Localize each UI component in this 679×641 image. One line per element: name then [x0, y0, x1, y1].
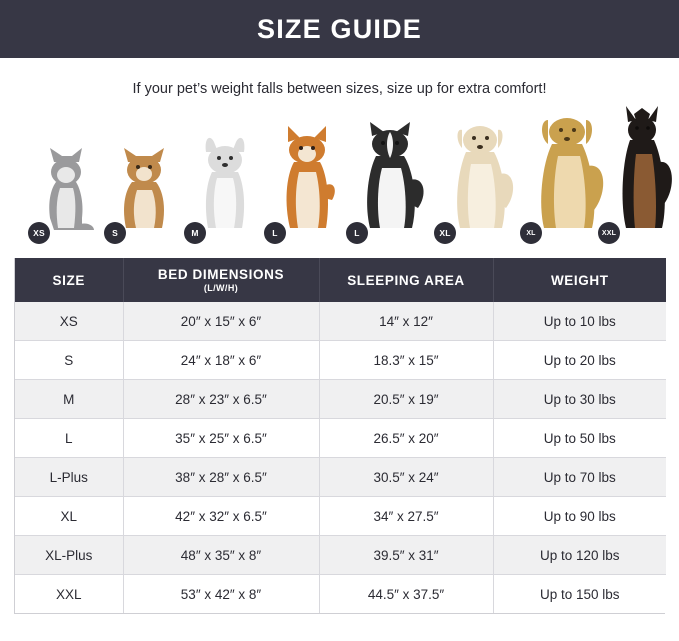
shiba-inu-silhouette-icon: [272, 124, 342, 232]
cell-dimensions: 20″ x 15″ x 6″: [123, 302, 319, 341]
pet-xs: [28, 124, 98, 244]
cell-dimensions: 35″ x 25″ x 6.5″: [123, 419, 319, 458]
table-row: [15, 341, 666, 380]
cell-dimensions: 42″ x 32″ x 6.5″: [123, 497, 319, 536]
cell-weight: Up to 50 lbs: [493, 419, 666, 458]
pet-badge-m: M: [184, 222, 206, 244]
cell-size: L: [15, 419, 123, 458]
table-header-row: [15, 258, 666, 302]
cell-size: XS: [15, 302, 123, 341]
table-row: [15, 575, 666, 614]
cell-dimensions: 38″ x 28″ x 6.5″: [123, 458, 319, 497]
cell-weight: Up to 20 lbs: [493, 341, 666, 380]
cat-silhouette-icon: [36, 144, 98, 232]
table-row: [15, 302, 666, 341]
subtitle-text: If your pet’s weight falls between sizes, size up for extra comfort!: [132, 81, 547, 97]
pet-xxl: [598, 114, 678, 244]
pet-badge-xxl: XXL: [598, 222, 620, 244]
cell-dimensions: 48″ x 35″ x 8″: [123, 536, 319, 575]
pet-l-plus: [346, 120, 432, 244]
pet-l: [264, 124, 342, 244]
pet-s: [104, 124, 176, 244]
column-header-sleeping-area-label: SLEEPING AREA: [347, 272, 465, 288]
cell-size: XXL: [15, 575, 123, 614]
doberman-silhouette-icon: [608, 106, 679, 232]
column-header-bed-dimensions-sub: (L/W/H): [203, 283, 239, 293]
cell-sleeping-area: 44.5″ x 37.5″: [319, 575, 493, 614]
cell-size: S: [15, 341, 123, 380]
table-row: [15, 419, 666, 458]
pet-badge-l: L: [264, 222, 286, 244]
cell-dimensions: 24″ x 18″ x 6″: [123, 341, 319, 380]
cell-size: XL-Plus: [15, 536, 123, 575]
border-collie-silhouette-icon: [354, 120, 432, 232]
table-row: [15, 380, 666, 419]
cell-weight: Up to 90 lbs: [493, 497, 666, 536]
cell-weight: Up to 30 lbs: [493, 380, 666, 419]
pet-badge-xl: XL: [434, 222, 456, 244]
table-row: [15, 458, 666, 497]
column-header-weight-label: WEIGHT: [550, 272, 609, 288]
column-header-weight: [493, 258, 666, 302]
pet-m: [184, 124, 256, 244]
table-row: [15, 497, 666, 536]
column-header-size: [15, 258, 123, 302]
size-table-container: [14, 258, 665, 614]
pomeranian-silhouette-icon: [112, 140, 176, 232]
cell-sleeping-area: 34″ x 27.5″: [319, 497, 493, 536]
pet-xl: [434, 120, 520, 244]
labrador-silhouette-icon: [442, 116, 520, 232]
header-banner: [0, 0, 679, 58]
pet-badge-l-2: L: [346, 222, 368, 244]
table-row: [15, 536, 666, 575]
french-bulldog-silhouette-icon: [192, 132, 258, 232]
cell-sleeping-area: 20.5″ x 19″: [319, 380, 493, 419]
cell-size: XL: [15, 497, 123, 536]
cell-size: M: [15, 380, 123, 419]
cell-weight: Up to 10 lbs: [493, 302, 666, 341]
page-title: SIZE GUIDE: [256, 13, 423, 44]
cell-sleeping-area: 14″ x 12″: [319, 302, 493, 341]
cell-weight: Up to 70 lbs: [493, 458, 666, 497]
pet-badge-xs: XS: [28, 222, 50, 244]
pet-silhouette-row: [14, 109, 665, 244]
column-header-size-label: SIZE: [52, 272, 85, 288]
cell-dimensions: 28″ x 23″ x 6.5″: [123, 380, 319, 419]
size-table: [15, 258, 666, 613]
cell-sleeping-area: 18.3″ x 15″: [319, 341, 493, 380]
pet-badge-s: S: [104, 222, 126, 244]
pet-badge-xl-2: XL: [520, 222, 542, 244]
cell-size: L-Plus: [15, 458, 123, 497]
pet-xl-plus: [520, 116, 610, 244]
cell-weight: Up to 150 lbs: [493, 575, 666, 614]
column-header-sleeping-area: [319, 258, 493, 302]
cell-weight: Up to 120 lbs: [493, 536, 666, 575]
cell-sleeping-area: 26.5″ x 20″: [319, 419, 493, 458]
cell-sleeping-area: 30.5″ x 24″: [319, 458, 493, 497]
cell-sleeping-area: 39.5″ x 31″: [319, 536, 493, 575]
column-header-bed-dimensions: [123, 258, 319, 302]
cell-dimensions: 53″ x 42″ x 8″: [123, 575, 319, 614]
column-header-bed-dimensions-label: BED DIMENSIONS: [157, 267, 285, 282]
